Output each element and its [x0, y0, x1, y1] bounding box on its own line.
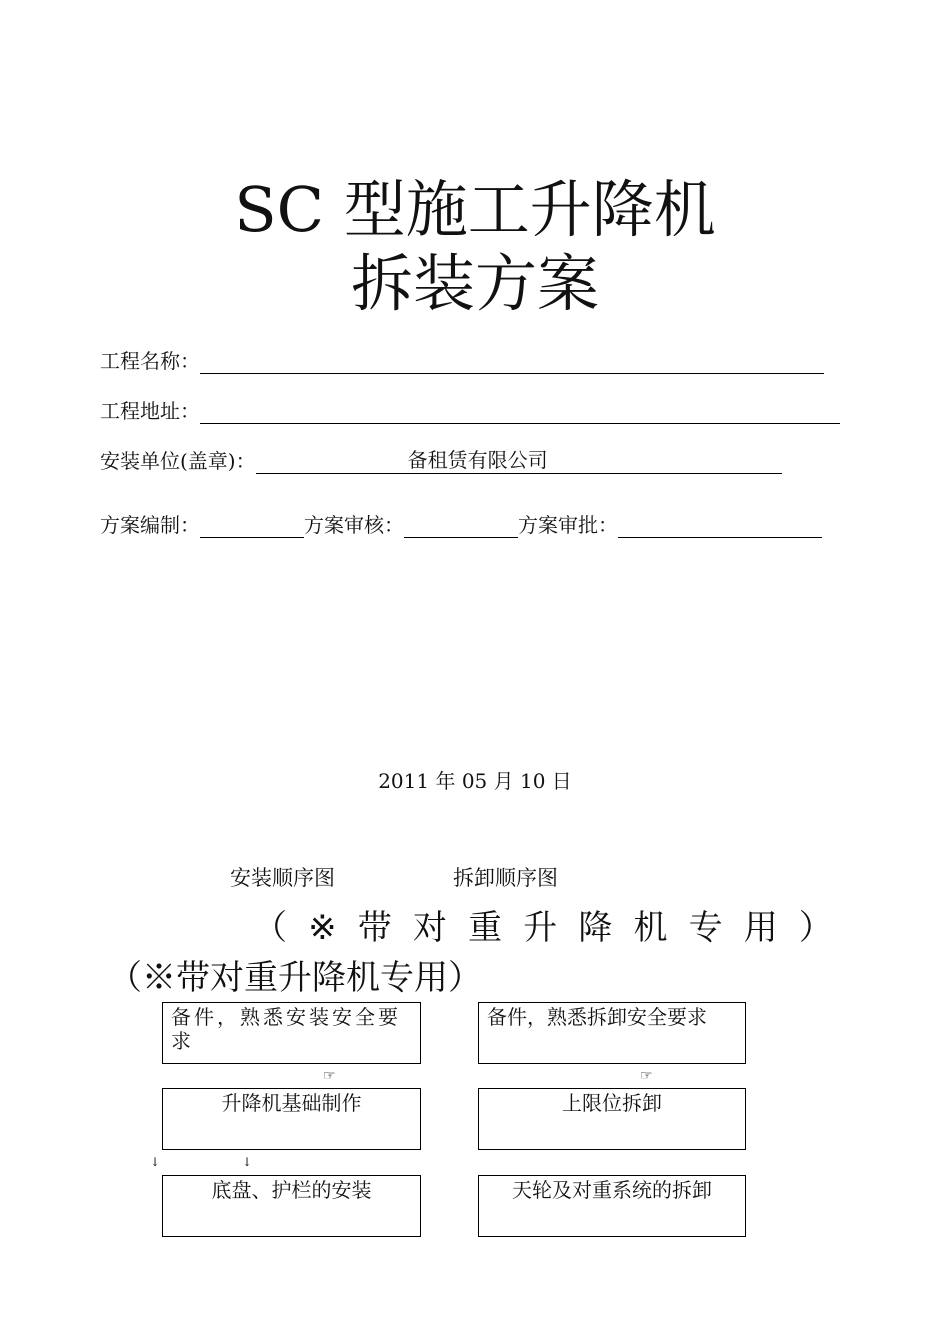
- project-name-field: [100, 348, 824, 374]
- plan-review-label: 方案审核：: [304, 513, 404, 537]
- project-address-line: [200, 401, 840, 424]
- install-unit-label: 安装单位(盖章)：: [100, 449, 256, 473]
- project-name-line: [200, 351, 824, 374]
- install-unit-field: [100, 447, 782, 474]
- install-step-3: 底盘、护栏的安装: [162, 1175, 421, 1237]
- install-step-2: 升降机基础制作: [162, 1088, 421, 1150]
- plan-approve-label: 方案审批：: [518, 513, 618, 537]
- project-address-label: 工程地址：: [100, 399, 200, 423]
- dismantle-sequence-heading: 拆卸顺序图: [453, 866, 558, 890]
- project-address-field: [100, 398, 840, 424]
- install-step-1: 备件，熟悉安装安全要求: [162, 1002, 421, 1064]
- approval-fields: [100, 512, 822, 538]
- sequence-note: （※带对重升降机专用）: [108, 958, 482, 998]
- sequence-note-spaced: （ ※ 带 对 重 升 降 机 专 用 ）: [253, 908, 833, 948]
- hand-pointer-icon: ☞: [640, 1068, 653, 1084]
- plan-review-line: [404, 515, 518, 538]
- dismantle-step-3: 天轮及对重系统的拆卸: [478, 1175, 746, 1237]
- dismantle-step-2: 上限位拆卸: [478, 1088, 746, 1150]
- install-unit-value: 备租赁有限公司: [407, 448, 548, 472]
- install-sequence-heading: 安装顺序图: [230, 866, 335, 890]
- hand-pointer-icon: ☞: [323, 1068, 336, 1084]
- document-title-line2: 拆装方案: [350, 247, 599, 320]
- document-date: 2011 年 05 月 10 日: [378, 769, 572, 793]
- project-name-label: 工程名称：: [100, 349, 200, 373]
- plan-approve-line: [618, 515, 822, 538]
- plan-prepare-label: 方案编制：: [100, 513, 200, 537]
- dismantle-step-1: 备件，熟悉拆卸安全要求: [478, 1002, 746, 1064]
- plan-prepare-line: [200, 515, 304, 538]
- down-arrow-icon: ↓: [150, 1155, 161, 1169]
- document-title-line1: SC 型施工升降机: [234, 173, 716, 246]
- down-arrow-icon: ↓: [242, 1155, 253, 1169]
